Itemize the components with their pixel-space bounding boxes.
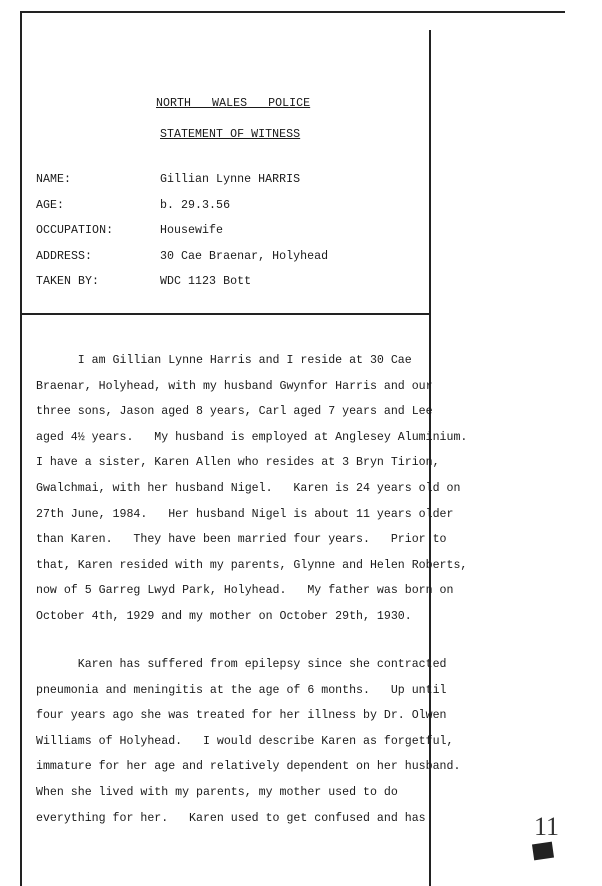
statement-line: I have a sister, Karen Allen who resides at 3 Bryn Tirion, (36, 456, 440, 470)
stamp-mark (532, 842, 554, 861)
statement-line: everything for her. Karen used to get confused and has (36, 811, 426, 825)
field-label: TAKEN BY: (36, 275, 100, 288)
field-label: ADDRESS: (36, 249, 93, 263)
top-border (20, 11, 565, 13)
statement-line: Braenar, Holyhead, with my husband Gwynfor Harris and our (36, 379, 433, 393)
field-value: WDC 1123 Bott (160, 275, 252, 288)
statement-line: I am Gillian Lynne Harris and I reside at 30 Cae (36, 354, 412, 367)
header-divider (20, 313, 430, 315)
statement-line: Karen has suffered from epilepsy since she contracted (36, 658, 447, 671)
field-label: AGE: (36, 198, 65, 212)
statement-line: aged 4½ years. My husband is employed at Anglesey Aluminium. (36, 430, 468, 444)
agency-name: NORTH WALES POLICE (156, 97, 311, 110)
field-value: Housewife (160, 224, 224, 237)
field-value: 30 Cae Braenar, Holyhead (160, 249, 329, 263)
field-value: b. 29.3.56 (160, 198, 231, 212)
field-value: Gillian Lynne HARRIS (160, 173, 301, 186)
statement-line: When she lived with my parents, my mother used to do (36, 786, 398, 799)
statement-line: now of 5 Garreg Lwyd Park, Holyhead. My father was born on (36, 584, 454, 598)
statement-line: Williams of Holyhead. I would describe Karen as forgetful, (36, 734, 454, 748)
statement-line: October 4th, 1929 and my mother on October 29th, 1930. (36, 610, 412, 623)
statement-line: pneumonia and meningitis at the age of 6 months. Up until (36, 683, 447, 697)
statement-line: 27th June, 1984. Her husband Nigel is about 11 years older (36, 507, 454, 521)
statement-line: four years ago she was treated for her illness by Dr. Olwen (36, 709, 447, 723)
field-label: OCCUPATION: (36, 224, 114, 237)
statement-line: Gwalchmai, with her husband Nigel. Karen is 24 years old on (36, 482, 461, 495)
left-border (20, 11, 22, 886)
statement-line: that, Karen resided with my parents, Glynne and Helen Roberts, (36, 558, 468, 572)
statement-line: immature for her age and relatively dependent on her husband. (36, 760, 461, 774)
statement-line: than Karen. They have been married four years. Prior to (36, 533, 447, 547)
page-number: 11 (534, 812, 560, 841)
document-title: STATEMENT OF WITNESS (160, 128, 301, 141)
statement-line: three sons, Jason aged 8 years, Carl aged 7 years and Lee (36, 405, 433, 419)
field-label: NAME: (36, 173, 72, 186)
